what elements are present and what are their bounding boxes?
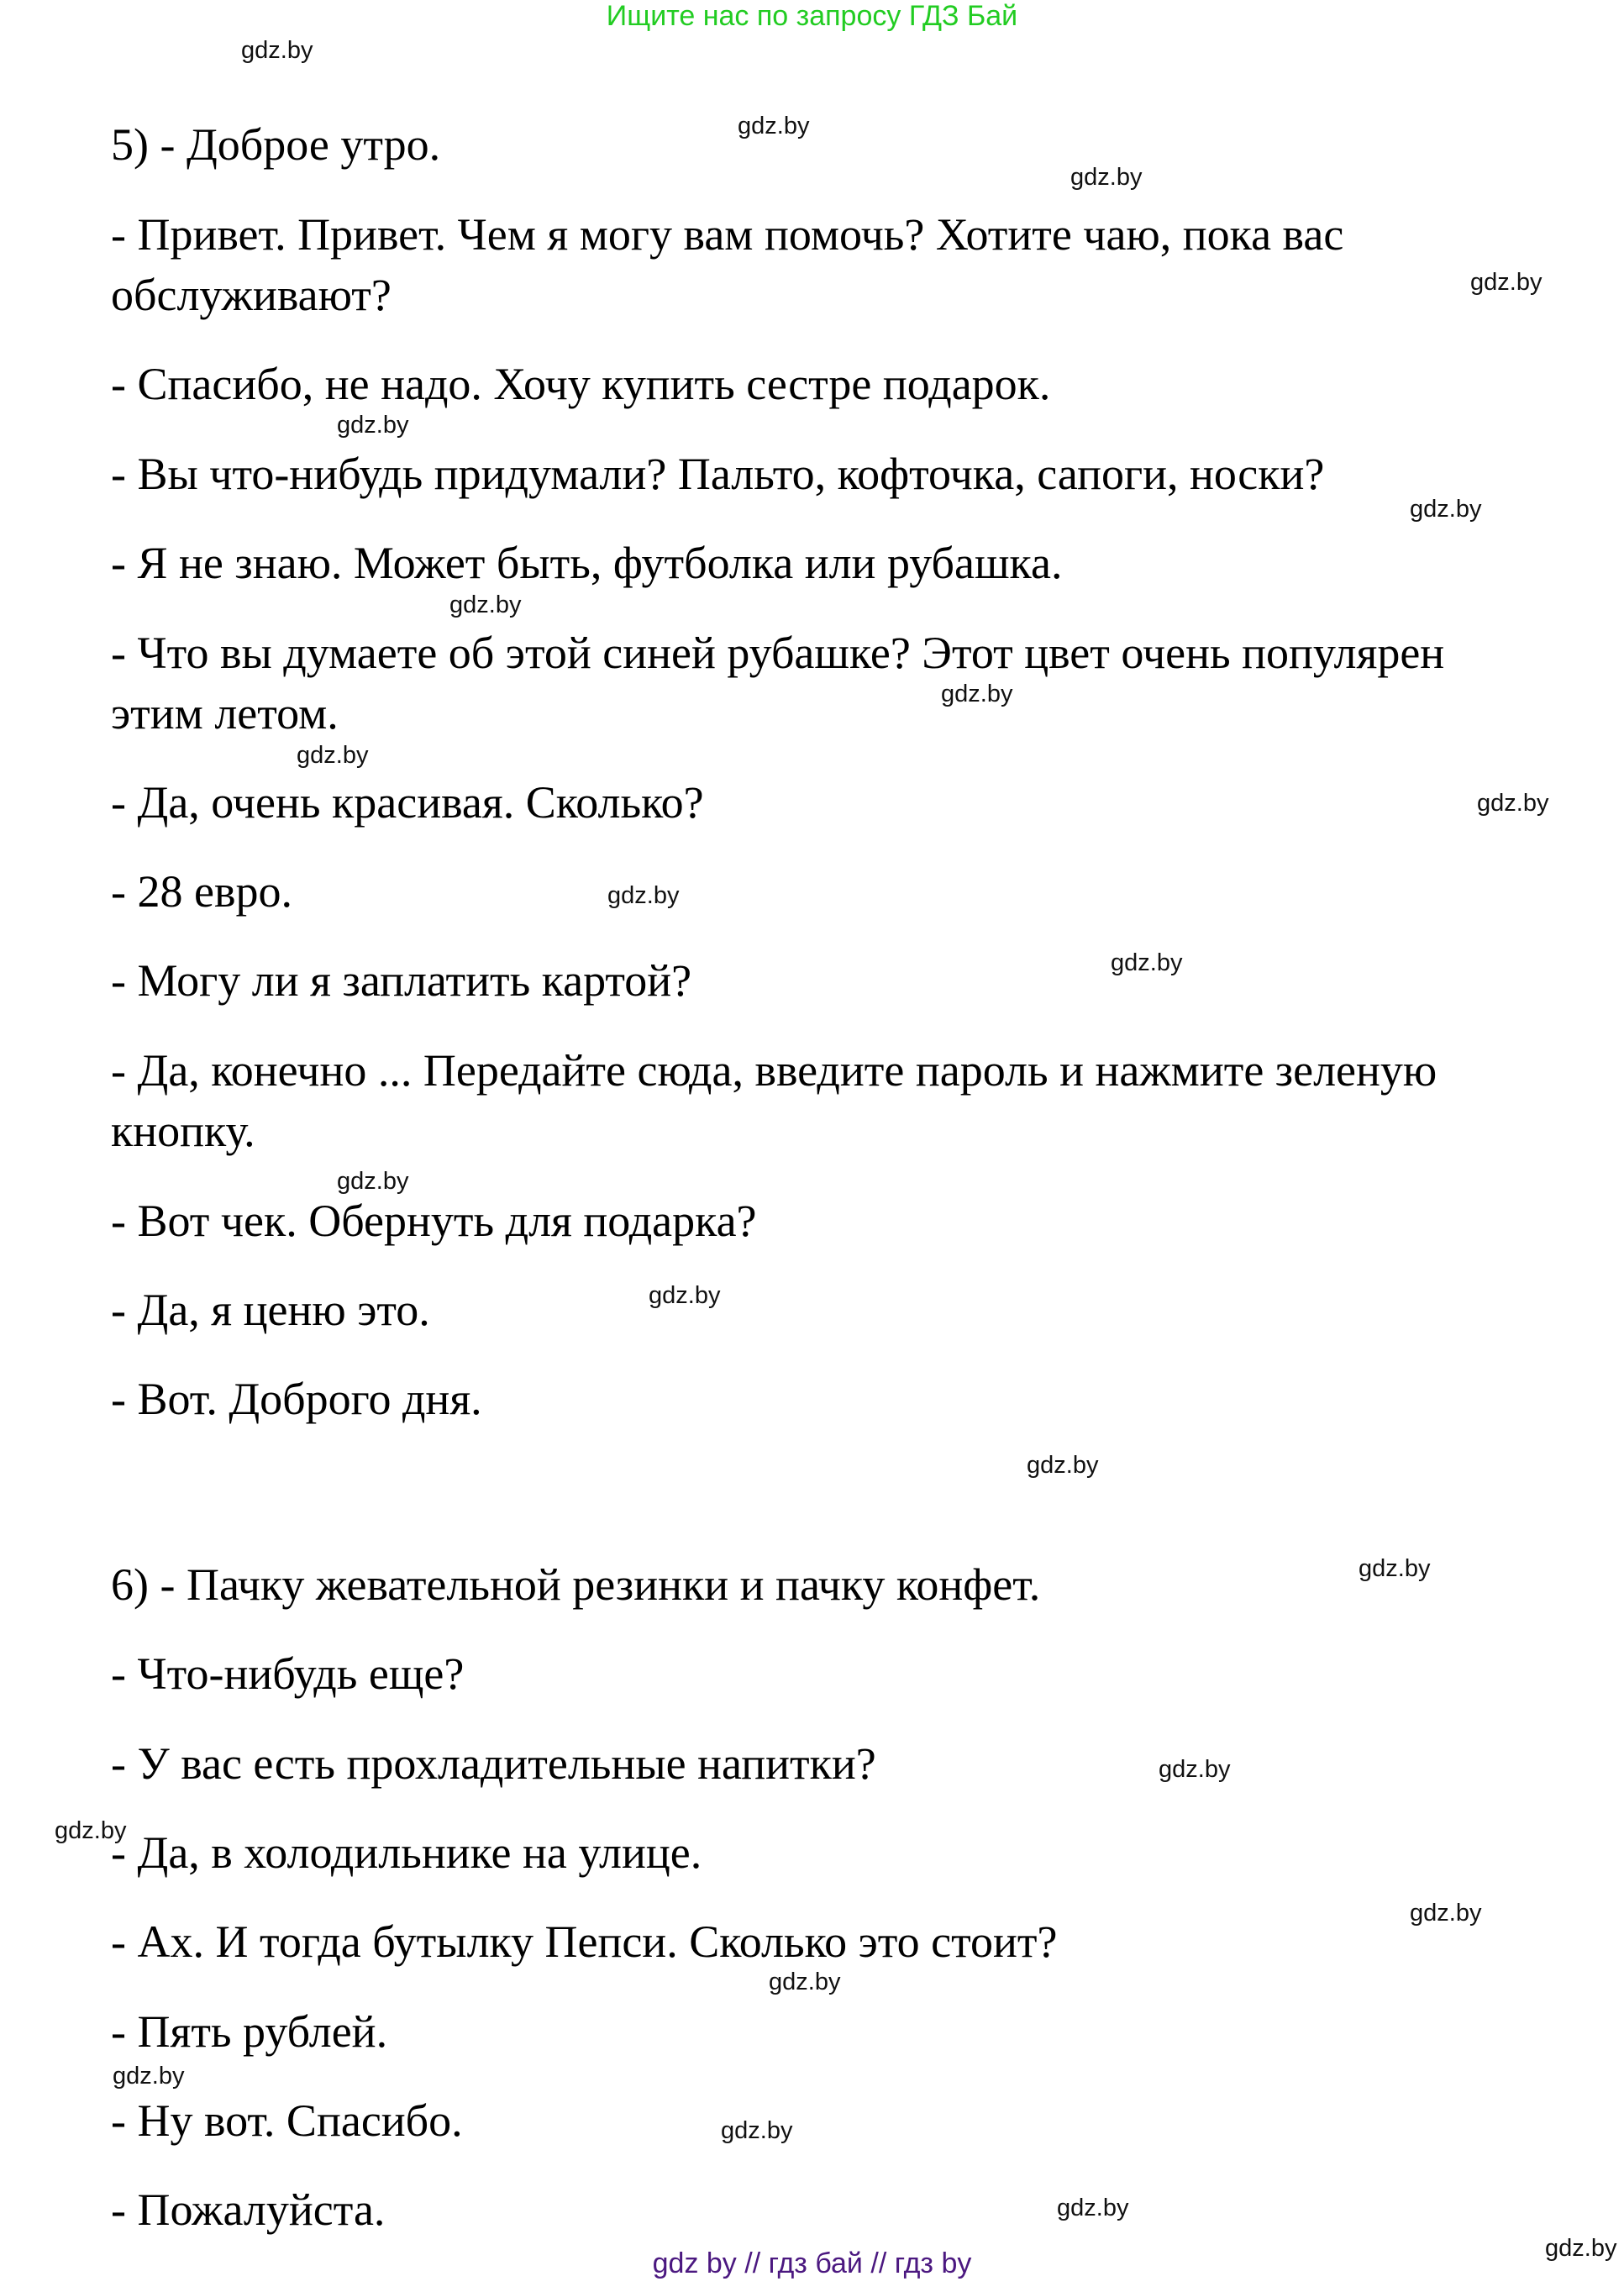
footer-links: gdz by // гдз бай // гдз by	[652, 2247, 972, 2279]
watermark: gdz.by	[649, 1282, 721, 1309]
watermark: gdz.by	[1111, 949, 1183, 976]
watermark: gdz.by	[1159, 1756, 1231, 1783]
watermark: gdz.by	[241, 37, 313, 64]
watermark: gdz.by	[738, 113, 810, 139]
watermark: gdz.by	[1070, 164, 1143, 191]
watermark: gdz.by	[941, 681, 1013, 707]
watermark: gdz.by	[55, 1817, 127, 1844]
text-line: - Вот. Доброго дня.	[111, 1374, 482, 1424]
text-line: - Ах. И тогда бутылку Пепси. Сколько это стоит?	[111, 1916, 1058, 1967]
watermark: gdz.by	[113, 2063, 185, 2090]
watermark: gdz.by	[1477, 790, 1549, 817]
watermark: gdz.by	[337, 412, 409, 439]
text-line: - Ну вот. Спасибо.	[111, 2095, 463, 2146]
text-line: - Пять рублей.	[111, 2006, 388, 2057]
text-line: - Да, я ценю это.	[111, 1285, 430, 1335]
text-line: - Что вы думаете об этой синей рубашке? Этот цвет очень популярен	[111, 628, 1445, 678]
watermark: gdz.by	[769, 1969, 841, 1995]
header-banner: Ищите нас по запросу ГДЗ Бай	[606, 0, 1018, 32]
watermark: gdz.by	[1410, 496, 1482, 523]
text-line: кнопку.	[111, 1106, 255, 1156]
watermark: gdz.by	[337, 1168, 409, 1195]
text-line: - 28 евро.	[111, 866, 292, 917]
watermark: gdz.by	[1545, 2235, 1617, 2262]
text-line: 6) - Пачку жевательной резинки и пачку конфет.	[111, 1559, 1041, 1610]
text-line: 5) - Доброе утро.	[111, 119, 441, 170]
watermark: gdz.by	[1057, 2195, 1129, 2221]
text-line: - Да, конечно ... Передайте сюда, введите пароль и нажмите зеленую	[111, 1045, 1437, 1096]
watermark: gdz.by	[1027, 1452, 1099, 1479]
text-line: этим летом.	[111, 688, 339, 739]
text-line: - Я не знаю. Может быть, футболка или рубашка.	[111, 538, 1063, 588]
text-line: - У вас есть прохладительные напитки?	[111, 1738, 876, 1789]
watermark: gdz.by	[1410, 1900, 1482, 1927]
watermark: gdz.by	[607, 882, 680, 909]
text-line: - Спасибо, не надо. Хочу купить сестре подарок.	[111, 359, 1051, 409]
text-line: - Вот чек. Обернуть для подарка?	[111, 1196, 757, 1246]
text-line: - Пожалуйста.	[111, 2184, 386, 2235]
watermark: gdz.by	[1359, 1555, 1431, 1582]
watermark: gdz.by	[449, 591, 522, 618]
watermark: gdz.by	[721, 2117, 793, 2144]
text-line: обслуживают?	[111, 270, 392, 320]
watermark: gdz.by	[297, 742, 369, 769]
text-line: - Да, очень красивая. Сколько?	[111, 777, 704, 828]
text-line: - Вы что-нибудь придумали? Пальто, кофточка, сапоги, носки?	[111, 449, 1325, 499]
text-line: - Привет. Привет. Чем я могу вам помочь? Хотите чаю, пока вас	[111, 209, 1344, 260]
text-line: - Могу ли я заплатить картой?	[111, 955, 692, 1006]
text-line: - Да, в холодильнике на улице.	[111, 1827, 702, 1878]
text-line: - Что-нибудь еще?	[111, 1648, 465, 1699]
watermark: gdz.by	[1470, 269, 1543, 296]
